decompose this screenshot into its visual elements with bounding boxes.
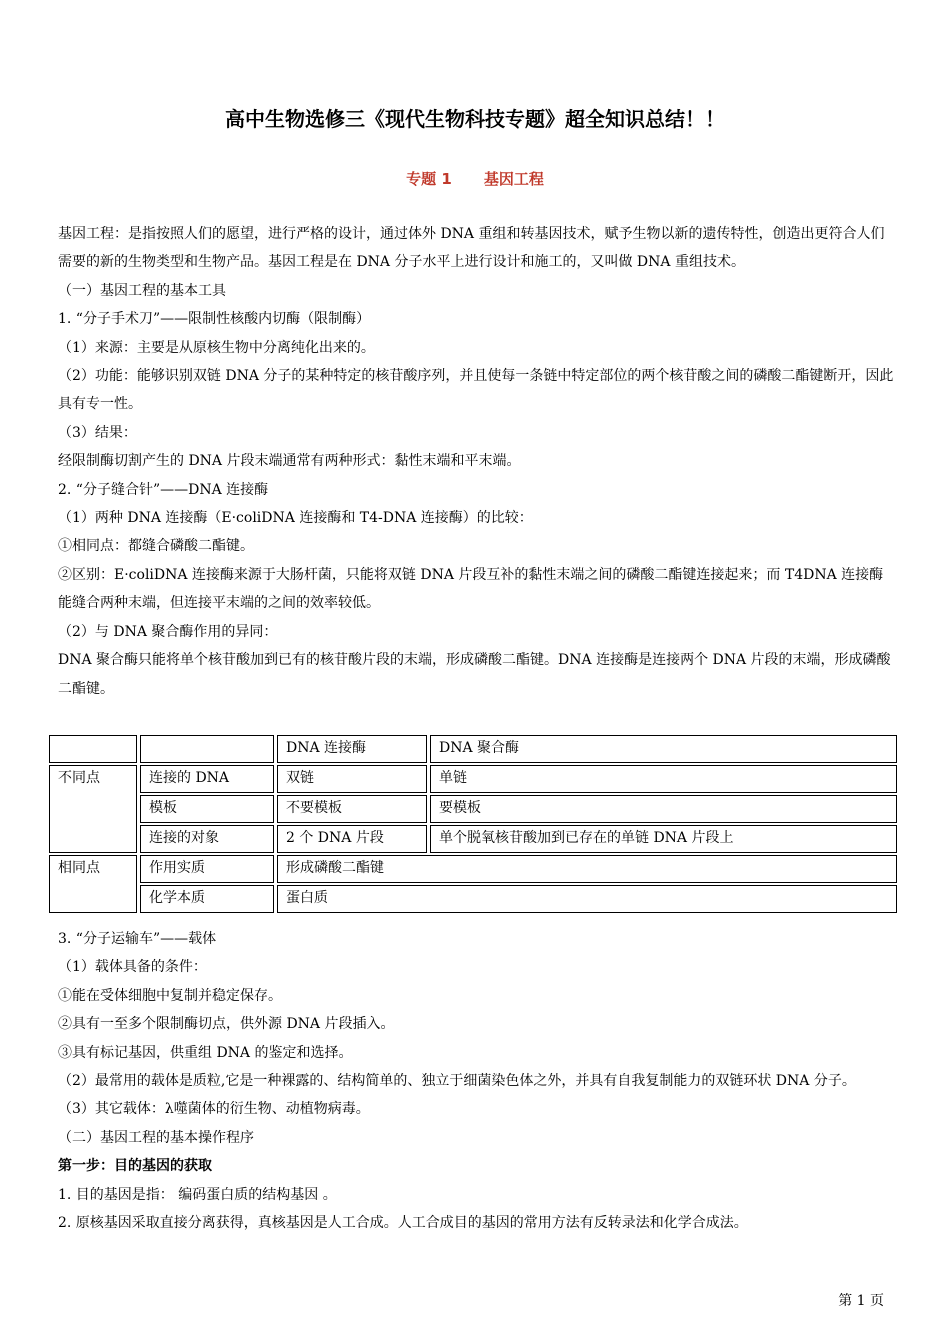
- table-row: [49, 825, 897, 853]
- page-number: 第 1 页: [838, 1293, 884, 1309]
- topic-name: 基因工程: [483, 170, 544, 188]
- paragraph: 经限制酶切割产生的 DNA 片段末端通常有两种形式：黏性末端和平末端。: [58, 453, 521, 470]
- table-row: [49, 795, 897, 823]
- table-cell: [140, 735, 274, 763]
- paragraph: 2. 原核基因采取直接分离获得，真核基因是人工合成。人工合成目的基因的常用方法有反转录法和化学合成法。: [58, 1215, 748, 1232]
- paragraph: （一）基因工程的基本工具: [58, 282, 226, 299]
- table-cell: 单个脱氧核苷酸加到已存在的单链 DNA 片段上: [430, 825, 897, 853]
- table-cell: 模板: [140, 795, 274, 823]
- table-cell: 双链: [277, 765, 427, 793]
- paragraph: ②具有一至多个限制酶切点，供外源 DNA 片段插入。: [58, 1016, 395, 1033]
- paragraph: 1. 目的基因是指： 编码蛋白质的结构基因 。: [58, 1186, 337, 1203]
- table-row: [49, 855, 897, 883]
- table-cell: 不要模板: [277, 795, 427, 823]
- paragraph: 3. “分子运输车”——载体: [58, 931, 217, 947]
- paragraph: （2）与 DNA 聚合酶作用的异同：: [58, 623, 278, 640]
- table-cell: 化学本质: [140, 885, 274, 913]
- row-group-label: 不同点: [49, 765, 137, 853]
- step-heading: 第一步：目的基因的获取: [58, 1158, 212, 1175]
- row-group-label: 相同点: [49, 855, 137, 913]
- paragraph: （1）载体具备的条件：: [58, 959, 207, 976]
- table-row: [49, 735, 897, 763]
- table-cell: 单链: [430, 765, 897, 793]
- comparison-table: [46, 733, 900, 915]
- table-cell: 蛋白质: [277, 885, 897, 913]
- paragraph: （2）功能：能够识别双链 DNA 分子的某种特定的核苷酸序列，并且使每一条链中特定部位的两个核苷酸之间的磷酸二酯键断开，因此具有专一性。: [58, 368, 894, 413]
- topic-number: 专题 1: [406, 170, 452, 188]
- table-row: [49, 885, 897, 913]
- table-row: [49, 765, 897, 793]
- table-cell: 连接的对象: [140, 825, 274, 853]
- paragraph: 2. “分子缝合针”——DNA 连接酶: [58, 481, 269, 498]
- section-vector-and-procedure: [58, 925, 896, 1237]
- table-header-cell: DNA 连接酶: [277, 735, 427, 763]
- table-cell: [49, 735, 137, 763]
- table-cell: 连接的 DNA: [140, 765, 274, 793]
- topic-heading: [0, 168, 950, 189]
- paragraph: 1. “分子手术刀”——限制性核酸内切酶（限制酶）: [58, 311, 371, 328]
- paragraph: DNA 聚合酶只能将单个核苷酸加到已有的核苷酸片段的末端，形成磷酸二酯键。DNA 连接酶是连接两个 DNA 片段的末端，形成磷酸二酯键。: [58, 652, 891, 697]
- paragraph: （1）来源：主要是从原核生物中分离纯化出来的。: [58, 339, 375, 356]
- paragraph: ①相同点：都缝合磷酸二酯键。: [58, 538, 254, 555]
- paragraph: （二）基因工程的基本操作程序: [58, 1129, 254, 1146]
- paragraph: 基因工程：是指按照人们的愿望，进行严格的设计，通过体外 DNA 重组和转基因技术，赋予生物以新的遗传特性，创造出更符合人们需要的新的生物类型和生物产品。基因工程是在 DNA 分子水平上进行设计和施工的，又叫做 DNA 重组技术。: [58, 226, 885, 271]
- table-cell: 2 个 DNA 片段: [277, 825, 427, 853]
- paragraph: （3）其它载体：λ噬菌体的衍生物、动植物病毒。: [58, 1101, 370, 1118]
- paragraph: （1）两种 DNA 连接酶（E·coliDNA 连接酶和 T4-DNA 连接酶）的比较：: [58, 510, 533, 527]
- paragraph: ①能在受体细胞中复制并稳定保存。: [58, 987, 282, 1004]
- paragraph: （3）结果：: [58, 424, 137, 441]
- section-tools: [58, 220, 896, 703]
- paragraph: （2）最常用的载体是质粒,它是一种裸露的、结构简单的、独立于细菌染色体之外，并具有自我复制能力的双链环状 DNA 分子。: [58, 1073, 856, 1090]
- table-header-cell: DNA 聚合酶: [430, 735, 897, 763]
- paragraph: ③具有标记基因，供重组 DNA 的鉴定和选择。: [58, 1044, 353, 1061]
- table-cell: 形成磷酸二酯键: [277, 855, 897, 883]
- table-cell: 作用实质: [140, 855, 274, 883]
- document-title: 高中生物选修三《现代生物科技专题》超全知识总结！！: [225, 107, 725, 131]
- paragraph: ②区别：E·coliDNA 连接酶来源于大肠杆菌，只能将双链 DNA 片段互补的黏性末端之间的磷酸二酯键连接起来；而 T4DNA 连接酶能缝合两种末端，但连接平末端的之间的效率较低。: [58, 566, 884, 612]
- table-cell: 要模板: [430, 795, 897, 823]
